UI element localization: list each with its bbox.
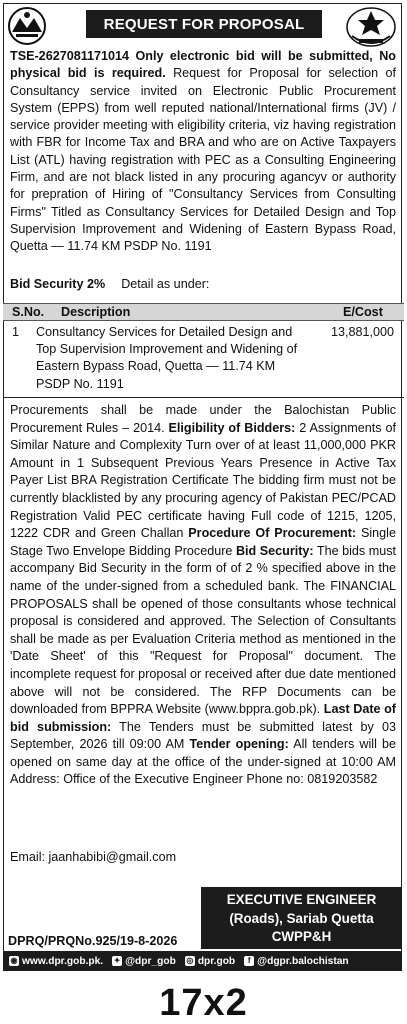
footer-website[interactable] [9,956,103,967]
balochistan-emblem-icon [6,6,48,46]
procedure-heading: Procedure Of Procurement: [188,526,357,541]
signature-block [201,887,402,949]
bid-security-heading: Bid Security: [235,543,314,558]
table-row [3,322,404,395]
tender-opening-text: All tenders will be opened on same day at the office of the under-signed at 10:00 AM Address: Office of the Executive Engineer Phone no: 0819203582 [10,737,396,787]
tender-reference: TSE-2627081171014 Only electronic bid will be submitted, No physical bid is required. [10,49,396,81]
facebook-icon: f [244,956,254,966]
row-description: Consultancy Services for Detailed Design and Top Supervision Improvement and Widening of Eastern Bypass Road, Quetta — 11.74 KM PSDP No. 1191 [36,325,298,391]
col-cost-header: E/Cost [343,305,383,319]
terms-paragraph [10,402,396,789]
page-title: REQUEST FOR PROPOSAL [86,10,322,38]
government-crest-icon [344,6,398,48]
eligibility-heading: Eligibility of Bidders: [168,420,296,435]
table-header [3,303,404,321]
row-cost: 13,881,000 [331,325,395,339]
col-description-header: Description [61,305,131,319]
footer-instagram[interactable] [185,956,235,967]
footer-website-text: www.dpr.gob.pk. [22,955,104,967]
twitter-icon: ✦ [113,956,121,965]
bid-security-text: The bids must accompany Bid Security in the form of of 2 % specified above in the name of the under-signed from a scheduled bank. The FINANCIAL PROPOSALS shall be opened of those consultants whose technical proposal is considered and approved. The Selection of Consultants shall be made as per Evaluation Criteria method as mentioned in the 'Date Sheet' of this "Request for Proposal" document. The incomplete request for proposal or received after due date mentioned above will not be considered. The RFP Documents can be downloaded from BPPRA Website (www.bppra.gob.pk). [10,543,396,717]
last-date-heading: Last Date of bid submission: [10,702,396,734]
row-sno: 1 [12,325,20,339]
signature-title: EXECUTIVE ENGINEER [226,892,377,907]
bid-security-line [10,276,396,292]
ad-size-label: 17x2 [159,982,248,1024]
signature-dept: CWPP&H [271,929,332,944]
footer-facebook-text: @dgpr.balochistan [257,955,349,967]
rules-text: Procurements shall be made under the Balochistan Public Procurement Rules – 2014. [10,403,396,435]
globe-icon: ◉ [10,956,18,965]
eligibility-text: 2 Assignments of Similar Nature and Complexity Turn over of at least 11,000,000 PKR Amount in 1 Subsequent Previous Years Presence in Active Tax Payer List BRA Registration Certificate The bidding firm must not be currently blacklisted by any procuring agency of Pakistan PEC/PCAD Registration Valid PEC certificate having Full code of 1215, 1205, 1222 CDR and Green Challan [10,420,396,541]
footer-facebook[interactable] [244,956,348,967]
signature-office: (Roads), Sariab Quetta [229,910,374,926]
social-footer [3,951,402,971]
last-date-text: The Tenders must be submitted latest by 03 September, 2026 till 09:00 AM [10,719,396,752]
footer-twitter-text: @dpr_gob [125,955,176,967]
bid-security-label: Bid Security 2% [10,277,106,291]
instagram-icon: ◎ [186,956,194,965]
footer-twitter[interactable] [112,956,176,967]
footer-instagram-text: dpr.gob [197,955,236,967]
col-sno-header: S.No. [12,305,45,319]
detail-label: Detail as under: [121,277,210,291]
dprq-number: DPRQ/PRQNo.925/19-8-2026 [8,934,178,948]
procedure-text: Single Stage Two Envelope Bidding Procedure [10,526,396,558]
intro-text: Request for Proposal for selection of Consultancy service invited on Electronic Public Procurement System (EPPS) from well reputed national/International firms (JV) / service provider meeting with eligibility criteria, viz having registration with FBR for Income Tax and BRA and who are on Active Taxpayers List (ATL) having registration with PEC as a Consulting Engineering Firm, and are not black listed in any procuring agancyv or authority for prepration of Hiring of "Consultancy Services from Consulting Firms" Titled as Consultancy Services for Detailed Design and Top Supervision Improvement and Widening of Eastern Bypass Road, Quetta — 11.74 KM PSDP No. 1191 [10,66,396,254]
intro-paragraph [10,48,396,256]
contact-email: Email: jaanhabibi@gmail.com [10,850,177,864]
tender-opening-heading: Tender opening: [189,737,289,752]
